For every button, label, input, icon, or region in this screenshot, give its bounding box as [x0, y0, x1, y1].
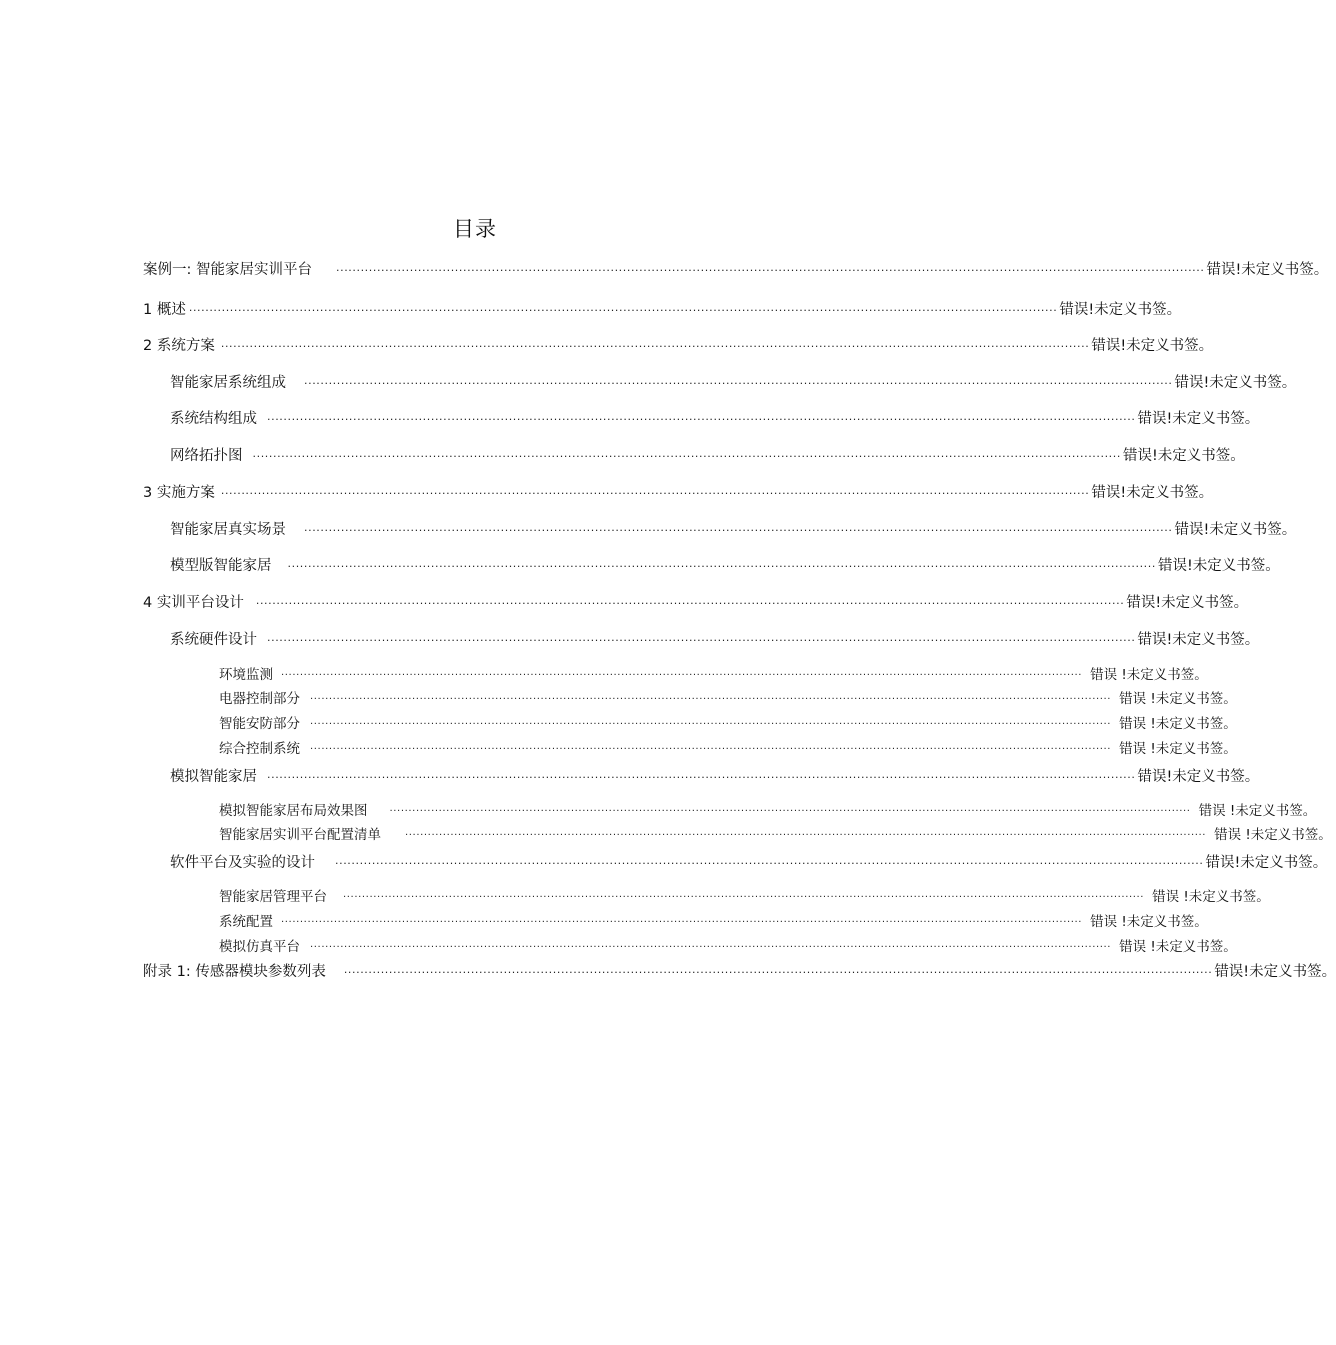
toc-entry-label: 智能家居系统组成: [170, 374, 286, 391]
toc-entry-label: 附录 1: 传感器模块参数列表: [143, 963, 326, 980]
toc-page-ref: 错误 !未定义书签。: [1152, 889, 1270, 905]
toc-title: 目录: [453, 217, 497, 241]
toc-leader: ....................................................................................................................................................................................................................: [310, 716, 1112, 727]
toc-page-ref: 错误!未定义书签。: [1091, 337, 1214, 354]
toc-entry[interactable]: [219, 822, 1332, 844]
toc-entry-label: 模拟智能家居布局效果图: [219, 803, 368, 819]
toc-leader: ....................................................................................................................................................................................................................: [405, 827, 1207, 838]
toc-leader: ....................................................................................................................................................................................................................: [287, 557, 1156, 570]
toc-entry-label: 智能家居实训平台配置清单: [219, 827, 381, 843]
toc-page-ref: 错误 !未定义书签。: [1119, 716, 1237, 732]
toc-page-ref: 错误 !未定义书签。: [1090, 914, 1208, 930]
toc-page-ref: 错误!未定义书签。: [1059, 301, 1182, 318]
toc-page-ref: 错误!未定义书签。: [1137, 768, 1260, 785]
toc-leader: ....................................................................................................................................................................................................................: [310, 691, 1112, 702]
toc-leader: ....................................................................................................................................................................................................................: [281, 667, 1083, 678]
toc-leader: ....................................................................................................................................................................................................................: [188, 301, 1058, 314]
toc-leader: ....................................................................................................................................................................................................................: [255, 594, 1125, 607]
toc-entry[interactable]: [219, 798, 1317, 820]
toc-entry-label: 智能安防部分: [219, 716, 300, 732]
toc-entry-label: 1 概述: [143, 301, 186, 318]
toc-entry-label: 系统配置: [219, 914, 273, 930]
toc-entry[interactable]: [170, 369, 1297, 393]
toc-leader: ....................................................................................................................................................................................................................: [310, 741, 1112, 752]
toc-page-ref: 错误!未定义书签。: [1137, 631, 1260, 648]
toc-page-ref: 错误!未定义书签。: [1126, 594, 1249, 611]
toc-page-ref: 错误!未定义书签。: [1214, 963, 1336, 980]
toc-page-ref: 错误 !未定义书签。: [1119, 741, 1237, 757]
toc-page-ref: 错误!未定义书签。: [1174, 374, 1297, 391]
toc-entry[interactable]: [143, 479, 1214, 503]
toc-page-ref: 错误!未定义书签。: [1157, 557, 1280, 574]
toc-entry[interactable]: [170, 442, 1245, 466]
toc-page-ref: 错误!未定义书签。: [1091, 484, 1214, 501]
toc-leader: ....................................................................................................................................................................................................................: [336, 261, 1205, 274]
toc-page-ref: 错误 !未定义书签。: [1119, 691, 1237, 707]
toc-leader: ....................................................................................................................................................................................................................: [304, 374, 1173, 387]
toc-entry-label: 模型版智能家居: [170, 557, 272, 574]
toc-entry[interactable]: [219, 711, 1237, 733]
toc-entry-label: 模拟仿真平台: [219, 939, 300, 955]
toc-page-ref: 错误 !未定义书签。: [1119, 939, 1237, 955]
toc-leader: ....................................................................................................................................................................................................................: [281, 914, 1083, 925]
toc-entry-label: 综合控制系统: [219, 741, 300, 757]
toc-entry[interactable]: [170, 626, 1260, 650]
toc-leader: ....................................................................................................................................................................................................................: [267, 410, 1136, 423]
toc-entry-label: 模拟智能家居: [170, 768, 257, 785]
toc-leader: ....................................................................................................................................................................................................................: [220, 337, 1090, 350]
toc-entry[interactable]: [143, 589, 1249, 613]
toc-entry[interactable]: [170, 552, 1280, 576]
toc-leader: ....................................................................................................................................................................................................................: [252, 447, 1121, 460]
toc-entry-label: 智能家居管理平台: [219, 889, 327, 905]
toc-entry-label: 智能家居真实场景: [170, 521, 286, 538]
toc-leader: ....................................................................................................................................................................................................................: [267, 631, 1136, 644]
toc-entry-label: 系统硬件设计: [170, 631, 257, 648]
toc-entry-label: 4 实训平台设计: [143, 594, 244, 611]
toc-page-ref: 错误!未定义书签。: [1174, 521, 1297, 538]
toc-leader: ....................................................................................................................................................................................................................: [335, 854, 1204, 867]
toc-page-ref: 错误 !未定义书签。: [1090, 667, 1208, 683]
toc-page-ref: 错误 !未定义书签。: [1214, 827, 1332, 843]
toc-entry[interactable]: [143, 958, 1336, 982]
toc-entry-label: 软件平台及实验的设计: [170, 854, 315, 871]
toc-entry-label: 案例一: 智能家居实训平台: [143, 261, 312, 278]
toc-entry-label: 2 系统方案: [143, 337, 215, 354]
toc-entry[interactable]: [219, 909, 1208, 931]
toc-page-ref: 错误 !未定义书签。: [1198, 803, 1317, 819]
toc-entry[interactable]: [170, 849, 1328, 873]
toc-entry[interactable]: [219, 934, 1237, 956]
toc-leader: ....................................................................................................................................................................................................................: [304, 521, 1173, 534]
toc-leader: ....................................................................................................................................................................................................................: [310, 939, 1112, 950]
toc-entry[interactable]: [219, 736, 1237, 758]
toc-entry[interactable]: [170, 763, 1260, 787]
toc-page-ref: 错误!未定义书签。: [1137, 410, 1260, 427]
toc-entry-label: 3 实施方案: [143, 484, 215, 501]
toc-entry-label: 系统结构组成: [170, 410, 257, 427]
toc-entry[interactable]: [219, 662, 1208, 684]
toc-leader: ....................................................................................................................................................................................................................: [220, 484, 1090, 497]
toc-page-ref: 错误!未定义书签。: [1122, 447, 1245, 464]
toc-entry[interactable]: [143, 332, 1214, 356]
toc-entry-label: 网络拓扑图: [170, 447, 243, 464]
toc-entry[interactable]: [219, 686, 1237, 708]
toc-entry-label: 环境监测: [219, 667, 273, 683]
toc-entry[interactable]: [170, 405, 1260, 429]
toc-leader: ....................................................................................................................................................................................................................: [267, 768, 1136, 781]
toc-leader: ....................................................................................................................................................................................................................: [343, 889, 1145, 900]
toc-entry[interactable]: [143, 256, 1329, 280]
toc-page-ref: 错误!未定义书签。: [1205, 854, 1328, 871]
toc-leader: ....................................................................................................................................................................................................................: [343, 963, 1213, 976]
toc-entry-label: 电器控制部分: [219, 691, 300, 707]
toc-entry[interactable]: [219, 884, 1270, 906]
toc-entry[interactable]: [170, 516, 1297, 540]
toc-entry[interactable]: [143, 296, 1182, 320]
toc-page-ref: 错误!未定义书签。: [1206, 261, 1329, 278]
toc-leader: ....................................................................................................................................................................................................................: [389, 803, 1191, 814]
